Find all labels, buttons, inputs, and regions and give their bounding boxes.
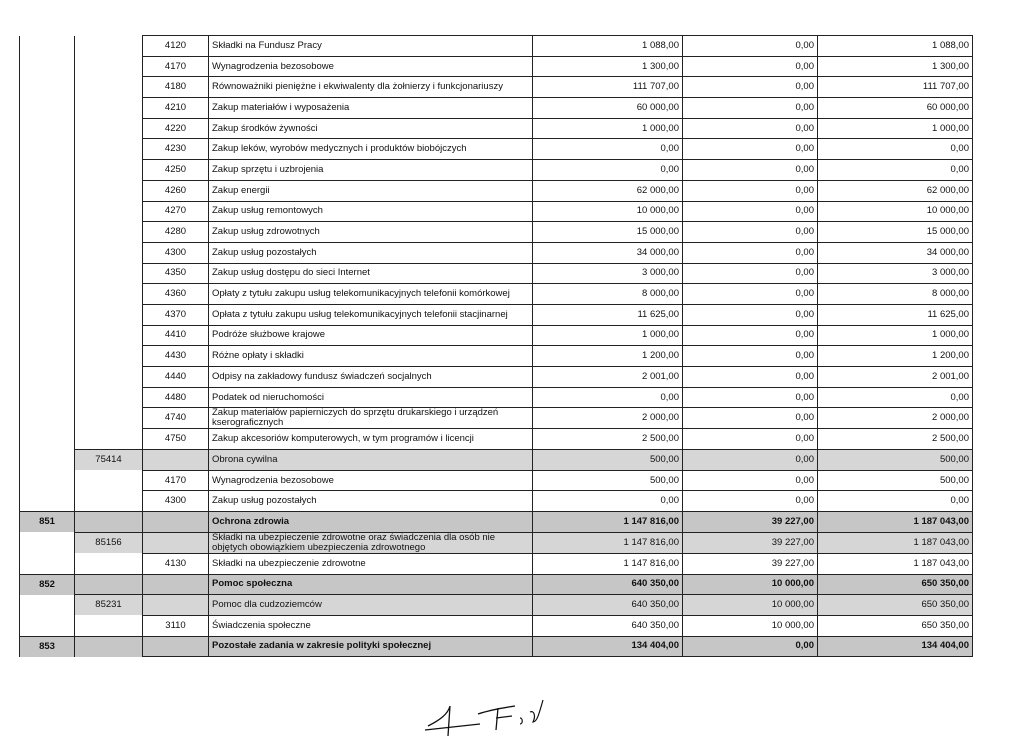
- chapter-code: [75, 325, 143, 346]
- budget-table-body: [20, 36, 973, 657]
- section-code: [20, 180, 75, 201]
- item-name: Pomoc społeczna: [209, 574, 533, 595]
- item-name: Zakup usług pozostałych: [209, 242, 533, 263]
- section-code: [20, 450, 75, 471]
- table-row: [20, 512, 973, 533]
- amount-after: 650 350,00: [818, 595, 973, 616]
- paragraph-code: 4750: [143, 429, 209, 450]
- chapter-code: [75, 98, 143, 119]
- amount-plan: 10 000,00: [533, 201, 683, 222]
- chapter-code: [75, 304, 143, 325]
- item-name: Zakup usług remontowych: [209, 201, 533, 222]
- amount-after: 11 625,00: [818, 304, 973, 325]
- chapter-code: [75, 118, 143, 139]
- amount-change: 0,00: [683, 429, 818, 450]
- amount-plan: 500,00: [533, 450, 683, 471]
- amount-plan: 0,00: [533, 160, 683, 181]
- section-code: 852: [20, 574, 75, 595]
- amount-plan: 0,00: [533, 491, 683, 512]
- item-name: Pomoc dla cudzoziemców: [209, 595, 533, 616]
- amount-change: 0,00: [683, 387, 818, 408]
- amount-after: 2 000,00: [818, 408, 973, 429]
- item-name: Ochrona zdrowia: [209, 512, 533, 533]
- amount-plan: 640 350,00: [533, 574, 683, 595]
- section-code: [20, 346, 75, 367]
- section-code: [20, 160, 75, 181]
- table-row: [20, 222, 973, 243]
- table-row: [20, 450, 973, 471]
- amount-after: 60 000,00: [818, 98, 973, 119]
- amount-plan: 0,00: [533, 139, 683, 160]
- amount-plan: 62 000,00: [533, 180, 683, 201]
- amount-after: 111 707,00: [818, 77, 973, 98]
- chapter-code: [75, 56, 143, 77]
- section-code: [20, 284, 75, 305]
- amount-after: 0,00: [818, 387, 973, 408]
- chapter-code: [75, 139, 143, 160]
- paragraph-code: 4430: [143, 346, 209, 367]
- table-row: [20, 98, 973, 119]
- table-row: [20, 284, 973, 305]
- section-code: [20, 408, 75, 429]
- amount-change: 0,00: [683, 242, 818, 263]
- item-name: Zakup usług dostępu do sieci Internet: [209, 263, 533, 284]
- amount-plan: 111 707,00: [533, 77, 683, 98]
- amount-plan: 1 088,00: [533, 36, 683, 57]
- amount-change: 0,00: [683, 118, 818, 139]
- amount-change: 0,00: [683, 263, 818, 284]
- amount-plan: 640 350,00: [533, 615, 683, 636]
- amount-change: 0,00: [683, 304, 818, 325]
- amount-after: 0,00: [818, 160, 973, 181]
- amount-after: 134 404,00: [818, 636, 973, 657]
- amount-change: 0,00: [683, 98, 818, 119]
- item-name: Składki na Fundusz Pracy: [209, 36, 533, 57]
- section-code: [20, 429, 75, 450]
- amount-change: 0,00: [683, 139, 818, 160]
- table-row: [20, 263, 973, 284]
- table-row: [20, 36, 973, 57]
- amount-change: 0,00: [683, 491, 818, 512]
- amount-plan: 2 000,00: [533, 408, 683, 429]
- chapter-code: [75, 408, 143, 429]
- amount-plan: 134 404,00: [533, 636, 683, 657]
- paragraph-code: 4300: [143, 491, 209, 512]
- amount-change: 0,00: [683, 201, 818, 222]
- table-row: [20, 615, 973, 636]
- table-row: [20, 118, 973, 139]
- amount-after: 1 088,00: [818, 36, 973, 57]
- item-name: Zakup sprzętu i uzbrojenia: [209, 160, 533, 181]
- paragraph-code: 4220: [143, 118, 209, 139]
- amount-after: 2 001,00: [818, 367, 973, 388]
- item-name: Równoważniki pieniężne i ekwiwalenty dla żołnierzy i funkcjonariuszy: [209, 77, 533, 98]
- paragraph-code: 4440: [143, 367, 209, 388]
- chapter-code: [75, 242, 143, 263]
- amount-plan: 0,00: [533, 387, 683, 408]
- item-name: Zakup środków żywności: [209, 118, 533, 139]
- section-code: [20, 222, 75, 243]
- amount-change: 10 000,00: [683, 595, 818, 616]
- amount-after: 0,00: [818, 139, 973, 160]
- table-row: [20, 242, 973, 263]
- chapter-code: [75, 615, 143, 636]
- item-name: Składki na ubezpieczenie zdrowotne: [209, 553, 533, 574]
- section-code: [20, 56, 75, 77]
- section-code: [20, 367, 75, 388]
- item-name: Składki na ubezpieczenie zdrowotne oraz świadczenia dla osób nie objętych obowiązkiem ubezpieczenia zdrowotnego: [209, 532, 533, 553]
- item-name: Odpisy na zakładowy fundusz świadczeń socjalnych: [209, 367, 533, 388]
- paragraph-code: 4180: [143, 77, 209, 98]
- amount-plan: 34 000,00: [533, 242, 683, 263]
- section-code: [20, 118, 75, 139]
- paragraph-code: 4270: [143, 201, 209, 222]
- table-row: [20, 201, 973, 222]
- section-code: [20, 242, 75, 263]
- section-code: [20, 553, 75, 574]
- chapter-code: [75, 574, 143, 595]
- chapter-code: [75, 470, 143, 491]
- item-name: Zakup akcesoriów komputerowych, w tym programów i licencji: [209, 429, 533, 450]
- chapter-code: [75, 636, 143, 657]
- amount-after: 3 000,00: [818, 263, 973, 284]
- amount-change: 0,00: [683, 408, 818, 429]
- amount-after: 1 000,00: [818, 325, 973, 346]
- chapter-code: [75, 77, 143, 98]
- budget-table: [19, 35, 973, 657]
- amount-after: 15 000,00: [818, 222, 973, 243]
- item-name: Opłaty z tytułu zakupu usług telekomunikacyjnych telefonii komórkowej: [209, 284, 533, 305]
- paragraph-code: 4130: [143, 553, 209, 574]
- amount-after: 0,00: [818, 491, 973, 512]
- amount-change: 0,00: [683, 346, 818, 367]
- amount-after: 62 000,00: [818, 180, 973, 201]
- amount-plan: 1 147 816,00: [533, 553, 683, 574]
- amount-change: 10 000,00: [683, 574, 818, 595]
- section-code: [20, 304, 75, 325]
- item-name: Zakup usług zdrowotnych: [209, 222, 533, 243]
- amount-change: 0,00: [683, 56, 818, 77]
- amount-plan: 2 500,00: [533, 429, 683, 450]
- chapter-code: [75, 429, 143, 450]
- amount-change: 0,00: [683, 36, 818, 57]
- chapter-code: [75, 201, 143, 222]
- amount-change: 10 000,00: [683, 615, 818, 636]
- table-row: [20, 180, 973, 201]
- paragraph-code: 4350: [143, 263, 209, 284]
- table-row: [20, 77, 973, 98]
- paragraph-code: 4370: [143, 304, 209, 325]
- paragraph-code: 4210: [143, 98, 209, 119]
- item-name: Opłata z tytułu zakupu usług telekomunikacyjnych telefonii stacjinarnej: [209, 304, 533, 325]
- amount-change: 39 227,00: [683, 512, 818, 533]
- amount-change: 0,00: [683, 160, 818, 181]
- table-row: [20, 325, 973, 346]
- section-code: [20, 595, 75, 616]
- item-name: Zakup usług pozostałych: [209, 491, 533, 512]
- chapter-code: [75, 160, 143, 181]
- item-name: Zakup materiałów i wyposażenia: [209, 98, 533, 119]
- amount-plan: 15 000,00: [533, 222, 683, 243]
- amount-after: 650 350,00: [818, 615, 973, 636]
- amount-after: 1 187 043,00: [818, 553, 973, 574]
- item-name: Pozostałe zadania w zakresie polityki społecznej: [209, 636, 533, 657]
- section-code: [20, 615, 75, 636]
- chapter-code: [75, 222, 143, 243]
- amount-after: 8 000,00: [818, 284, 973, 305]
- paragraph-code: [143, 512, 209, 533]
- section-code: [20, 263, 75, 284]
- chapter-code: [75, 346, 143, 367]
- chapter-code: [75, 180, 143, 201]
- amount-change: 39 227,00: [683, 532, 818, 553]
- item-name: Zakup leków, wyrobów medycznych i produktów biobójczych: [209, 139, 533, 160]
- amount-plan: 640 350,00: [533, 595, 683, 616]
- item-name: Wynagrodzenia bezosobowe: [209, 56, 533, 77]
- paragraph-code: 4280: [143, 222, 209, 243]
- paragraph-code: [143, 574, 209, 595]
- section-code: [20, 139, 75, 160]
- item-name: Wynagrodzenia bezosobowe: [209, 470, 533, 491]
- section-code: [20, 387, 75, 408]
- table-row: [20, 636, 973, 657]
- amount-after: 650 350,00: [818, 574, 973, 595]
- item-name: Zakup materiałów papierniczych do sprzętu drukarskiego i urządzeń kserograficznych: [209, 408, 533, 429]
- amount-after: 500,00: [818, 470, 973, 491]
- amount-plan: 1 147 816,00: [533, 512, 683, 533]
- amount-after: 2 500,00: [818, 429, 973, 450]
- table-row: [20, 470, 973, 491]
- section-code: [20, 532, 75, 553]
- amount-after: 34 000,00: [818, 242, 973, 263]
- amount-plan: 2 001,00: [533, 367, 683, 388]
- amount-plan: 60 000,00: [533, 98, 683, 119]
- paragraph-code: [143, 450, 209, 471]
- chapter-code: [75, 284, 143, 305]
- chapter-code: 75414: [75, 450, 143, 471]
- chapter-code: 85231: [75, 595, 143, 616]
- paragraph-code: 4360: [143, 284, 209, 305]
- paragraph-code: 4120: [143, 36, 209, 57]
- paragraph-code: 4230: [143, 139, 209, 160]
- amount-plan: 1 000,00: [533, 325, 683, 346]
- amount-change: 39 227,00: [683, 553, 818, 574]
- table-row: [20, 532, 973, 553]
- amount-after: 500,00: [818, 450, 973, 471]
- item-name: Obrona cywilna: [209, 450, 533, 471]
- amount-change: 0,00: [683, 367, 818, 388]
- amount-change: 0,00: [683, 450, 818, 471]
- amount-plan: 8 000,00: [533, 284, 683, 305]
- table-row: [20, 408, 973, 429]
- section-code: [20, 201, 75, 222]
- table-row: [20, 574, 973, 595]
- table-row: [20, 491, 973, 512]
- table-row: [20, 56, 973, 77]
- section-code: 851: [20, 512, 75, 533]
- table-row: [20, 553, 973, 574]
- item-name: Zakup energii: [209, 180, 533, 201]
- paragraph-code: 4740: [143, 408, 209, 429]
- table-row: [20, 160, 973, 181]
- amount-after: 1 000,00: [818, 118, 973, 139]
- table-row: [20, 139, 973, 160]
- paragraph-code: 4170: [143, 470, 209, 491]
- chapter-code: [75, 491, 143, 512]
- amount-plan: 1 000,00: [533, 118, 683, 139]
- table-row: [20, 387, 973, 408]
- paragraph-code: [143, 636, 209, 657]
- item-name: Podatek od nieruchomości: [209, 387, 533, 408]
- section-code: [20, 77, 75, 98]
- section-code: [20, 36, 75, 57]
- amount-change: 0,00: [683, 222, 818, 243]
- paragraph-code: [143, 595, 209, 616]
- chapter-code: [75, 36, 143, 57]
- amount-plan: 1 300,00: [533, 56, 683, 77]
- section-code: [20, 470, 75, 491]
- chapter-code: 85156: [75, 532, 143, 553]
- amount-after: 1 187 043,00: [818, 532, 973, 553]
- item-name: Różne opłaty i składki: [209, 346, 533, 367]
- item-name: Świadczenia społeczne: [209, 615, 533, 636]
- paragraph-code: 4260: [143, 180, 209, 201]
- table-row: [20, 367, 973, 388]
- section-code: [20, 98, 75, 119]
- section-code: [20, 491, 75, 512]
- chapter-code: [75, 512, 143, 533]
- table-row: [20, 304, 973, 325]
- amount-plan: 1 200,00: [533, 346, 683, 367]
- amount-change: 0,00: [683, 636, 818, 657]
- section-code: 853: [20, 636, 75, 657]
- paragraph-code: 4480: [143, 387, 209, 408]
- amount-plan: 500,00: [533, 470, 683, 491]
- amount-after: 1 200,00: [818, 346, 973, 367]
- amount-plan: 11 625,00: [533, 304, 683, 325]
- paragraph-code: 4170: [143, 56, 209, 77]
- amount-change: 0,00: [683, 284, 818, 305]
- amount-change: 0,00: [683, 180, 818, 201]
- paragraph-code: [143, 532, 209, 553]
- amount-change: 0,00: [683, 470, 818, 491]
- amount-change: 0,00: [683, 325, 818, 346]
- paragraph-code: 4300: [143, 242, 209, 263]
- paragraph-code: 4250: [143, 160, 209, 181]
- chapter-code: [75, 553, 143, 574]
- amount-plan: 3 000,00: [533, 263, 683, 284]
- amount-change: 0,00: [683, 77, 818, 98]
- amount-plan: 1 147 816,00: [533, 532, 683, 553]
- section-code: [20, 325, 75, 346]
- chapter-code: [75, 387, 143, 408]
- chapter-code: [75, 367, 143, 388]
- table-row: [20, 429, 973, 450]
- signature: [420, 684, 590, 744]
- amount-after: 1 187 043,00: [818, 512, 973, 533]
- table-row: [20, 346, 973, 367]
- paragraph-code: 4410: [143, 325, 209, 346]
- paragraph-code: 3110: [143, 615, 209, 636]
- chapter-code: [75, 263, 143, 284]
- amount-after: 1 300,00: [818, 56, 973, 77]
- item-name: Podróże służbowe krajowe: [209, 325, 533, 346]
- amount-after: 10 000,00: [818, 201, 973, 222]
- table-row: [20, 595, 973, 616]
